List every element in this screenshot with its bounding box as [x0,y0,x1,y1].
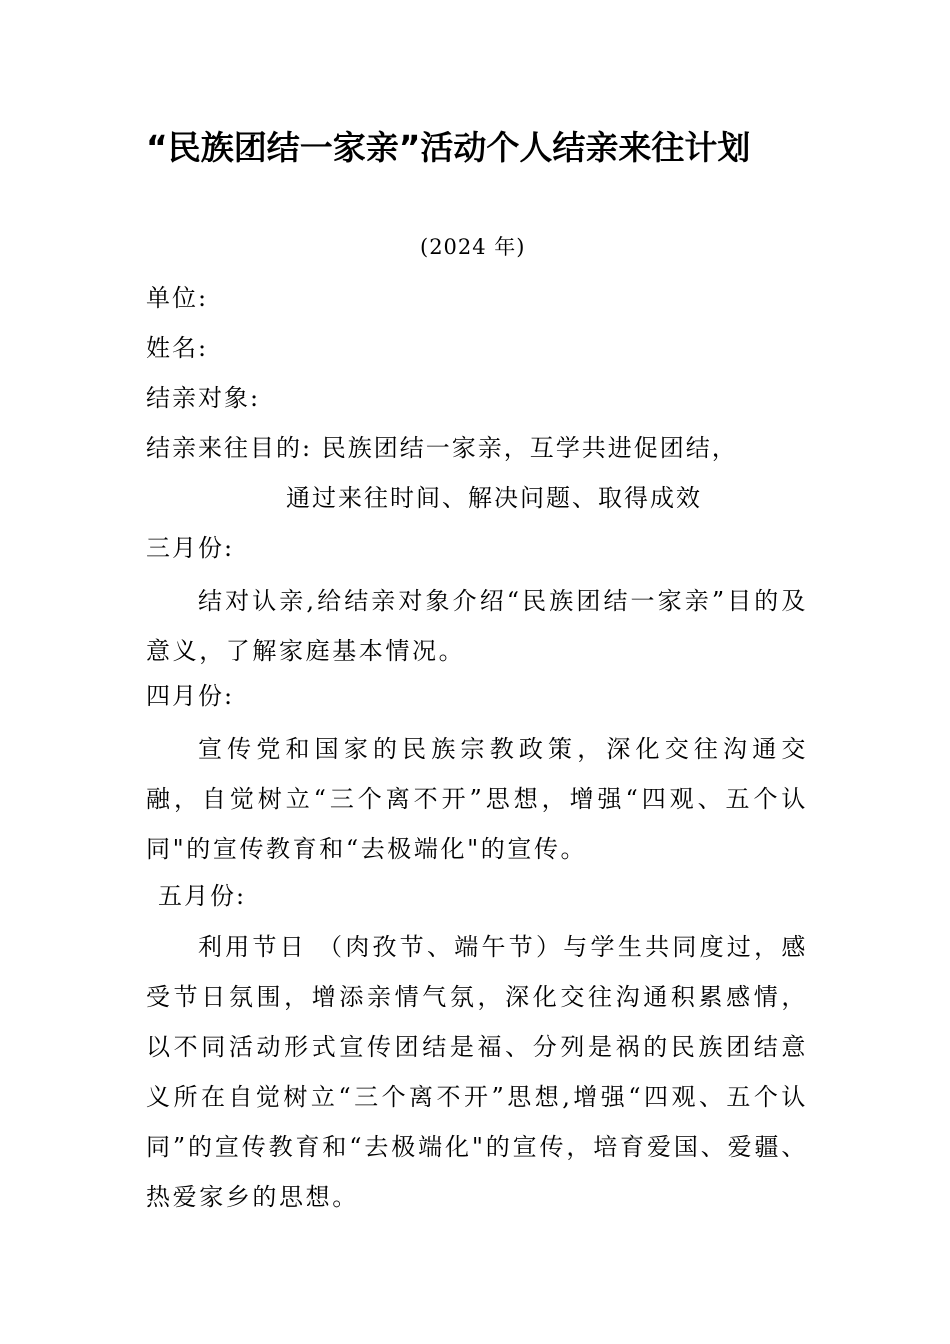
march-paragraph: 结对认亲,给结亲对象介绍“民族团结一家亲”目的及意义，了解家庭基本情况。 [146,587,808,665]
april-paragraph: 宣传党和国家的民族宗教政策，深化交往沟通交融，自觉树立“三个离不开”思想，增强“四观、五个认同"的宣传教育和“去极端化"的宣传。 [146,735,808,863]
target-field-label: 结亲对象: [146,384,261,412]
unit-field-label: 单位: [146,284,209,312]
year-subtitle: (2024 年) [420,235,526,259]
name-field-label: 姓名: [146,334,209,362]
purpose-field-continued: 通过来往时间、解决问题、取得成效 [286,484,702,512]
may-paragraph: 利用节日 （肉孜节、端午节）与学生共同度过，感受节日氛围，增添亲情气氛，深化交往沟通积累感情，以不同活动形式宣传团结是福、分列是祸的民族团结意义所在自觉树立“三个离不开”思想,增强“四观、五个认同”的宣传教育和“去极端化"的宣传，培育爱国、爱疆、热爱家乡的思想。 [146,933,808,1211]
march-heading: 三月份: [146,534,235,562]
document-title: “民族团结一家亲”活动个人结亲来往计划 [146,128,751,167]
april-heading: 四月份: [146,682,235,710]
may-heading: 五月份: [158,882,247,910]
purpose-field: 结亲来往目的: 民族团结一家亲，互学共进促团结， [146,434,738,462]
